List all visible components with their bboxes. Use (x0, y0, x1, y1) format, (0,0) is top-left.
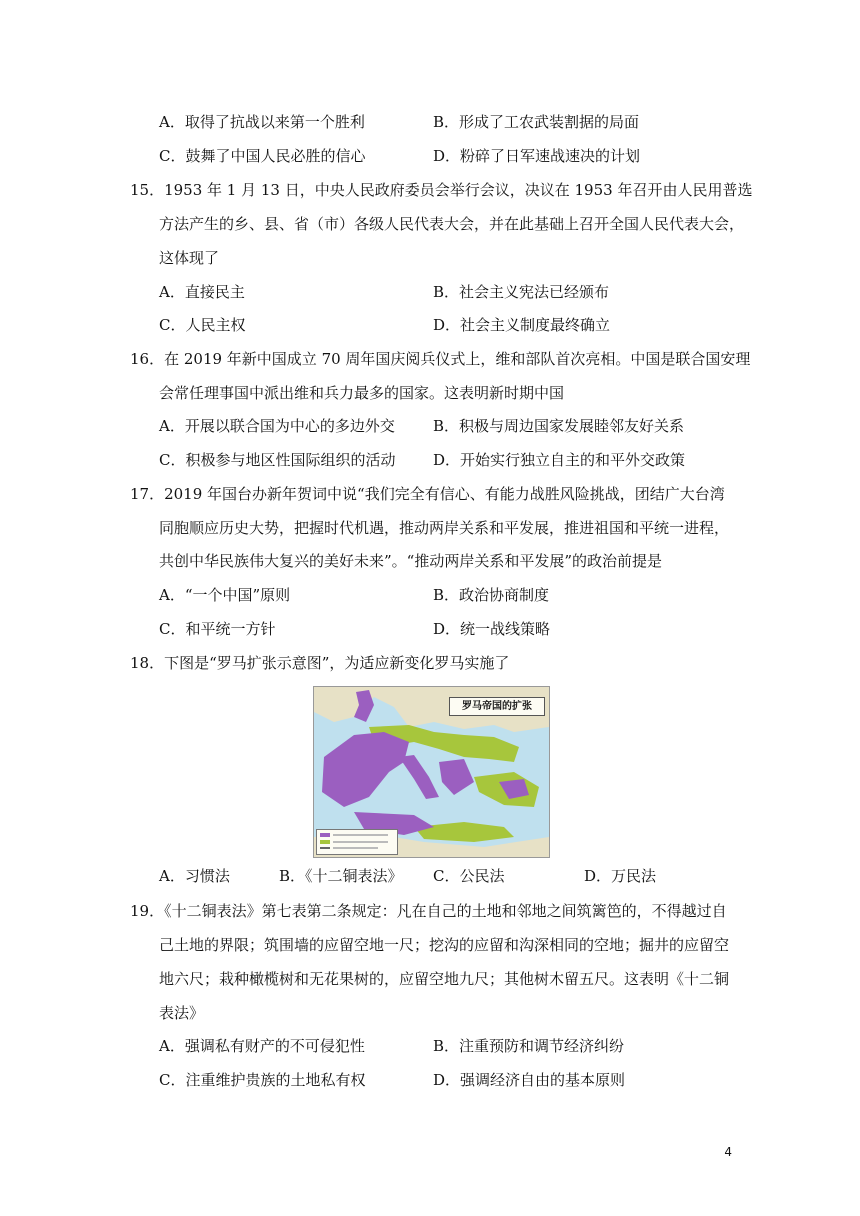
q19-stem-line-3: 地六尺；栽种橄榄树和无花果树的，应留空地九尺；其他树木留五尺。这表明《十二铜 (159, 970, 730, 988)
q19-stem-line-4: 表法》 (159, 1004, 205, 1022)
q15-stem-line-1: 15．1953 年 1 月 13 日，中央人民政府委员会举行会议，决议在 1953 年召开由人民用普选 (130, 181, 753, 199)
q15-option-c: C．人民主权 (159, 316, 246, 334)
q18-option-c: C．公民法 (433, 867, 505, 885)
q15-option-a: A．直接民主 (159, 283, 245, 301)
q16-option-c: C．积极参与地区性国际组织的活动 (159, 451, 396, 469)
page-number: 4 (724, 1145, 732, 1159)
q16-option-d: D．开始实行独立自主的和平外交政策 (433, 451, 686, 469)
q19-stem-line-2: 己土地的界限；筑围墙的应留空地一尺；挖沟的应留和沟深相同的空地；掘井的应留空 (159, 936, 730, 954)
q18-option-a: A．习惯法 (159, 867, 230, 885)
q16-option-a: A．开展以联合国为中心的多边外交 (159, 417, 395, 435)
q17-option-d: D．统一战线策略 (433, 620, 551, 638)
q15-option-b: B．社会主义宪法已经颁布 (433, 283, 610, 301)
q14-option-c: C．鼓舞了中国人民必胜的信心 (159, 147, 366, 165)
q18-option-b: B．《十二铜表法》 (279, 867, 403, 885)
q17-stem-line-2: 同胞顺应历史大势，把握时代机遇，推动两岸关系和平发展，推进祖国和平统一进程， (159, 519, 730, 537)
q16-stem-line-1: 16．在 2019 年新中国成立 70 周年国庆阅兵仪式上，维和部队首次亮相。中国是联合国安理 (130, 350, 751, 368)
q17-stem-line-1: 17．2019 年国台办新年贺词中说“我们完全有信心、有能力战胜风险挑战，团结广大台湾 (130, 485, 725, 503)
q17-stem-line-3: 共创中华民族伟大复兴的美好未来”。“推动两岸关系和平发展”的政治前提是 (159, 552, 663, 570)
q15-stem-line-3: 这体现了 (159, 249, 220, 267)
q17-option-a: A．“一个中国”原则 (159, 586, 291, 604)
q19-option-a: A．强调私有财产的不可侵犯性 (159, 1037, 365, 1055)
map-legend (316, 829, 398, 855)
q16-stem-line-2: 会常任理事国中派出维和兵力最多的国家。这表明新时期中国 (159, 384, 565, 402)
q17-option-b: B．政治协商制度 (433, 586, 550, 604)
q17-option-c: C．和平统一方针 (159, 620, 276, 638)
q15-stem-line-2: 方法产生的乡、县、省（市）各级人民代表大会，并在此基础上召开全国人民代表大会， (159, 215, 745, 233)
q16-option-b: B．积极与周边国家发展睦邻友好关系 (433, 417, 685, 435)
roman-expansion-map (313, 686, 550, 858)
q19-option-b: B．注重预防和调节经济纠纷 (433, 1037, 625, 1055)
q18-option-d: D．万民法 (584, 867, 657, 885)
q18-stem: 18．下图是“罗马扩张示意图”，为适应新变化罗马实施了 (130, 654, 510, 672)
q14-option-b: B．形成了工农武装割据的局面 (433, 113, 640, 131)
q19-option-c: C．注重维护贵族的土地私有权 (159, 1071, 366, 1089)
q14-option-a: A．取得了抗战以来第一个胜利 (159, 113, 365, 131)
q19-stem-line-1: 19．《十二铜表法》第七表第二条规定：凡在自己的土地和邻地之间筑篱笆的，不得越过自 (130, 902, 727, 920)
map-title: 罗马帝国的扩张 (449, 697, 545, 716)
q14-option-d: D．粉碎了日军速战速决的计划 (433, 147, 641, 165)
q15-option-d: D．社会主义制度最终确立 (433, 316, 611, 334)
q19-option-d: D．强调经济自由的基本原则 (433, 1071, 626, 1089)
